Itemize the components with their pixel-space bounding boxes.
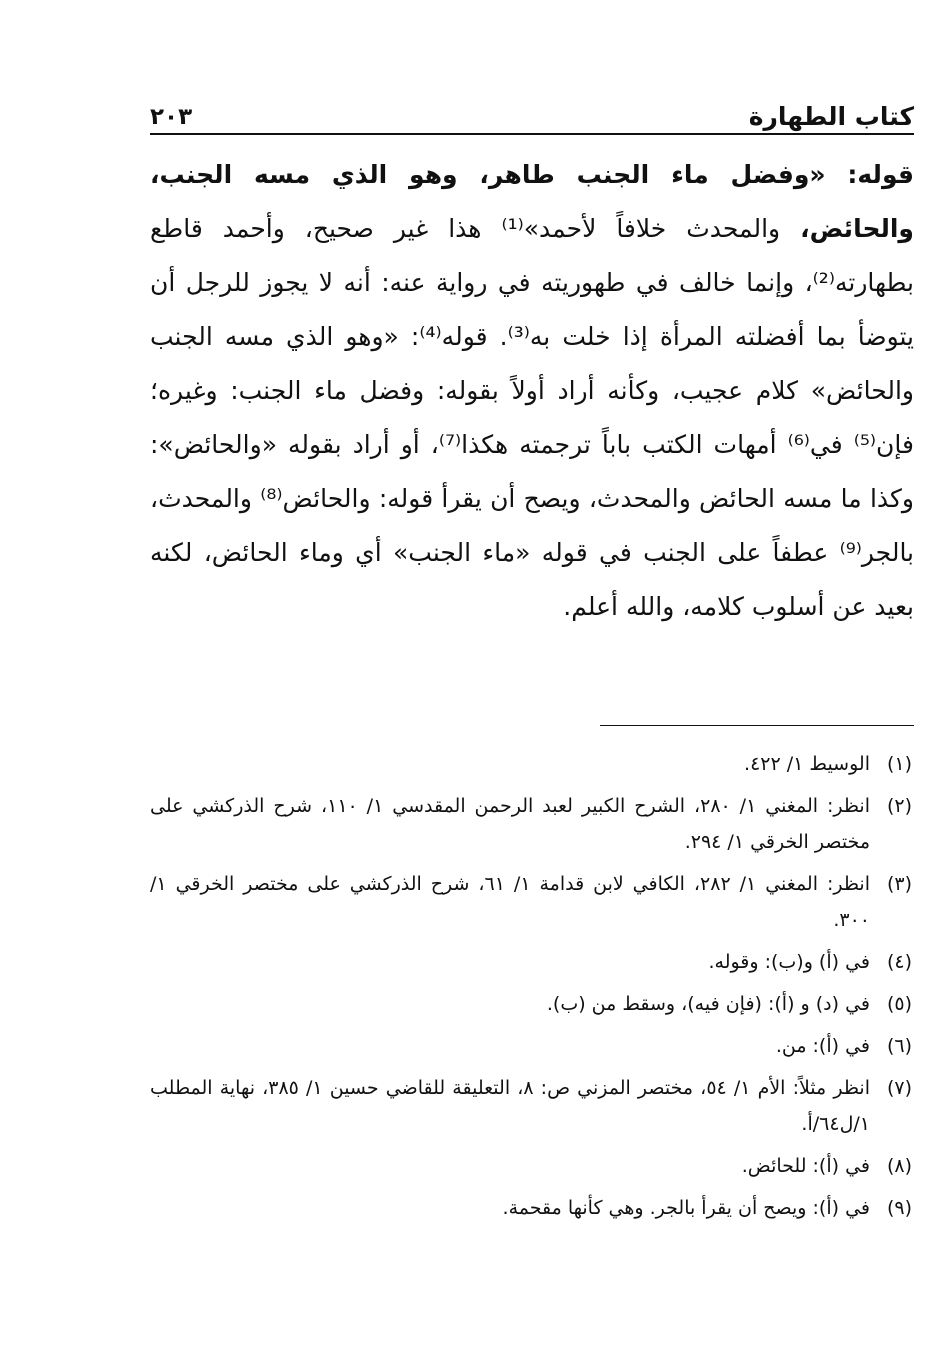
footnote [150,986,912,1022]
footnote [150,746,912,782]
footnote-number: (٦) [886,1035,912,1057]
footnote-text: الوسيط ١/ ٤٢٢. [744,753,870,775]
footnote-number: (٢) [886,795,912,817]
footnote-number: (٣) [886,873,912,895]
footnote-number: (٥) [886,993,912,1015]
footnote-number: (٧) [886,1077,912,1099]
footnote-number: (٩) [886,1197,912,1219]
footnote-text: في (أ) و(ب): وقوله. [708,951,870,973]
main-text [150,148,914,634]
main-text-line: ترجمته هكذا⁽⁷⁾، أو أراد بقوله «والحائض»: وكذا ما مسه الحائض والمحدث، [150,430,914,513]
footnote-number: (٨) [886,1155,912,1177]
footnote-text: في (أ): من. [775,1035,870,1057]
main-text-line: إذا خلت به⁽³⁾. قوله⁽⁴⁾: «وهو الذي مسه الجنب والحائض» كلام عجيب، وكأنه [150,322,915,405]
footnote [150,788,912,860]
main-text-line: خالف في طهوريته في رواية عنه: أنه لا يجوز للرجل أن يتوضأ بما أفضلته المرأة [150,268,915,351]
footnote-text: في (أ): ويصح أن يقرأ بالجر. وهي كأنها مقحمة. [502,1197,870,1219]
footnote [150,944,912,980]
footnote [150,1148,912,1184]
header-rule [150,133,914,135]
footnote-text: انظر مثلاً: الأم ١/ ٥٤، مختصر المزني ص: ٨، التعليقة للقاضي حسين ١/ ٣٨٥، نهاية المطلب ١/ل٦٤/أ. [150,1077,870,1135]
footnote-separator [600,725,914,726]
running-head: كتاب الطهارة [748,102,914,131]
main-text-line: ويصح أن يقرأ قوله: والحائض⁽⁸⁾ والمحدث، بالجر⁽⁹⁾ عطفاً على الجنب في قوله [150,484,915,567]
main-text-line: قوله: «وفضل ماء الجنب طاهر، وهو الذي مسه الجنب، والحائض، [150,160,914,243]
footnote [150,1028,912,1064]
footnote-text: في (د) و (أ): (فإن فيه)، وسقط من (ب). [546,993,870,1015]
footnote [150,1190,912,1226]
footnote-number: (١) [886,753,912,775]
footnote-text: انظر: المغني ١/ ٢٨٢، الكافي لابن قدامة ١/ ٦١، شرح الذركشي على مختصر الخرقي ١/ ٣٠٠. [150,873,870,931]
main-text-line: «ماء الجنب» أي وماء الحائض، لكنه بعيد عن أسلوب كلامه، والله أعلم. [150,538,914,621]
footnote [150,866,912,938]
footnote-text: انظر: المغني ١/ ٢٨٠، الشرح الكبير لعبد الرحمن المقدسي ١/ ١١٠، شرح الذركشي على مختصر الخرقي ١/ ٢٩٤. [150,795,870,853]
main-text-line: أراد أولاً بقوله: وفضل ماء الجنب: وغيره؛ فإن⁽⁵⁾ في⁽⁶⁾ أمهات الكتب باباً [150,376,914,459]
footnotes-list [150,746,912,1232]
footnote-text: في (أ): للحائض. [741,1155,870,1177]
page-number: ٢٠٣ [150,104,193,130]
footnote [150,1070,912,1142]
main-text-line: والمحدث خلافاً لأحمد»⁽¹⁾ هذا غير صحيح، وأحمد قاطع بطهارته⁽²⁾، وإنما [150,214,915,297]
page-header [150,92,914,132]
footnote-number: (٤) [886,951,912,973]
